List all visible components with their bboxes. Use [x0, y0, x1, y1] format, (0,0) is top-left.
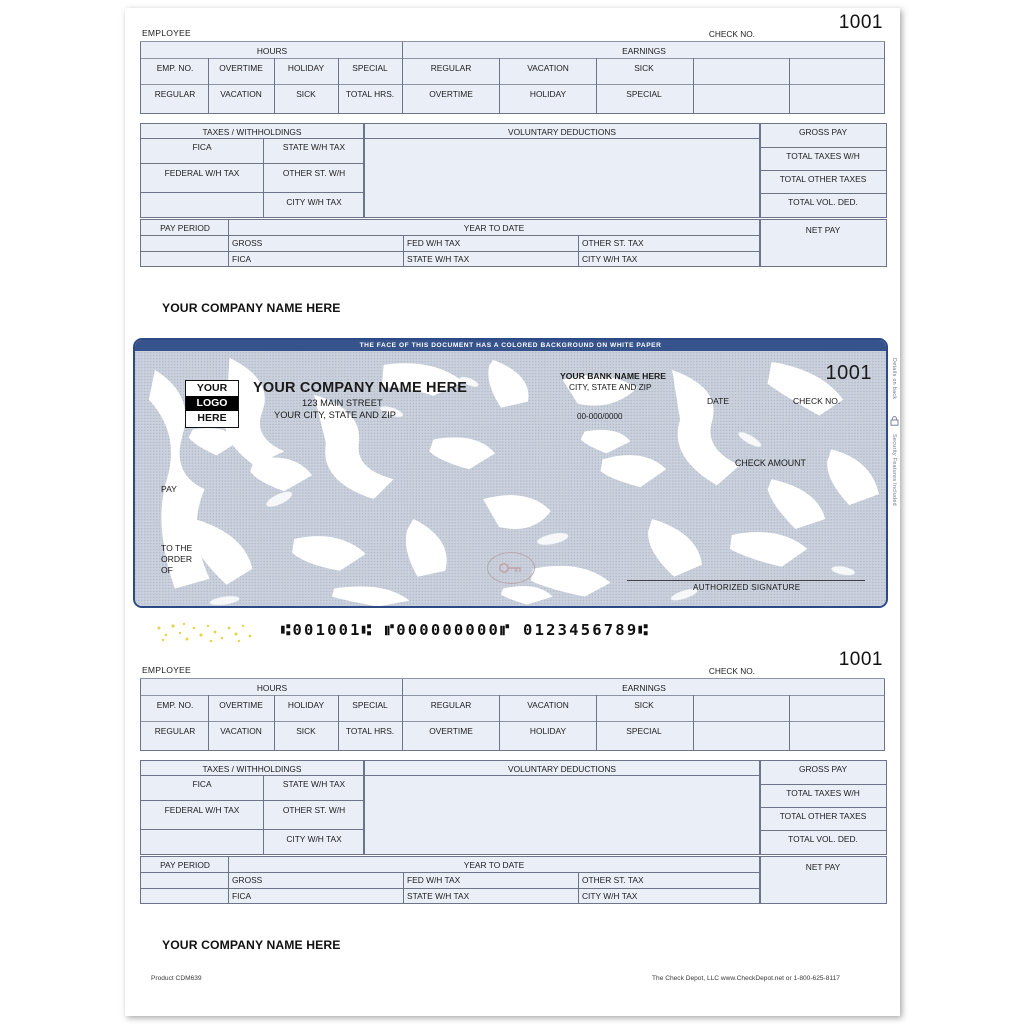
- grid-rule: [596, 695, 597, 750]
- grid-rule: [141, 251, 759, 252]
- voluntary-deductions-box: [364, 123, 760, 218]
- grid-rule: [141, 888, 759, 889]
- grid-rule: [761, 170, 886, 171]
- stub-employee-header: [140, 649, 885, 679]
- summary-label: TOTAL TAXES W/H: [786, 788, 860, 798]
- grid-rule: [263, 775, 264, 854]
- grid-rule: [141, 800, 263, 801]
- logo-placeholder: [185, 380, 239, 428]
- cell-label: SPECIAL: [626, 89, 662, 99]
- hours-earnings-grid: [140, 679, 885, 751]
- cell-label: FED W/H TAX: [407, 875, 461, 885]
- grid-rule: [403, 235, 404, 266]
- confetti-fibers-decoration: [151, 622, 261, 644]
- grid-rule: [499, 58, 500, 113]
- cell-label: FEDERAL W/H TAX: [164, 805, 240, 815]
- cell-label: STATE W/H TAX: [407, 891, 470, 901]
- grid-rule: [141, 58, 884, 59]
- cell-label: FED W/H TAX: [407, 238, 461, 248]
- stub-company-name: YOUR COMPANY NAME HERE: [162, 301, 341, 315]
- pay-period-label: PAY PERIOD: [160, 860, 210, 870]
- grid-rule: [761, 193, 886, 194]
- grid-rule: [403, 872, 404, 903]
- grid-rule: [141, 721, 884, 722]
- check-no-label: CHECK NO.: [793, 396, 841, 406]
- grid-rule: [228, 857, 229, 903]
- cell-label: SICK: [296, 726, 316, 736]
- grid-rule: [263, 163, 363, 164]
- product-code: Product CDM639: [151, 975, 202, 982]
- cell-label: EMP. NO.: [156, 700, 194, 710]
- check-number: 1001: [838, 12, 883, 33]
- grid-rule: [141, 192, 263, 193]
- cell-label: TOTAL HRS.: [345, 89, 395, 99]
- ytd-box: [140, 856, 760, 904]
- grid-rule: [693, 58, 694, 113]
- ytd-block: [140, 219, 885, 265]
- cell-label: OTHER ST. W/H: [282, 168, 346, 178]
- cell-label: REGULAR: [430, 63, 472, 73]
- grid-rule: [761, 784, 886, 785]
- grid-rule: [208, 58, 209, 113]
- check-number: 1001: [838, 649, 883, 670]
- logo-line-2: LOGO: [186, 396, 238, 411]
- grid-rule: [789, 695, 790, 750]
- signature-rule: [627, 580, 865, 581]
- employee-label: EMPLOYEE: [142, 665, 191, 675]
- grid-rule: [274, 695, 275, 750]
- grid-rule: [263, 138, 264, 217]
- cell-label: FICA: [192, 779, 212, 789]
- check-no-label: CHECK NO.: [708, 666, 755, 676]
- bottom-pay-stub: [140, 649, 885, 952]
- cell-label: SICK: [296, 89, 316, 99]
- grid-rule: [141, 138, 363, 139]
- grid-rule: [402, 42, 403, 113]
- grid-rule: [208, 695, 209, 750]
- cell-label: SPECIAL: [626, 726, 662, 736]
- taxes-header: TAXES / WITHHOLDINGS: [202, 127, 302, 137]
- security-seal-icon: [487, 552, 535, 584]
- grid-rule: [263, 800, 363, 801]
- grid-rule: [263, 829, 363, 830]
- cell-label: VACATION: [220, 726, 262, 736]
- cell-label: OVERTIME: [429, 89, 473, 99]
- ytd-block: [140, 856, 885, 902]
- cell-label: STATE W/H TAX: [282, 142, 346, 152]
- cell-label: VACATION: [527, 700, 569, 710]
- cell-label: FICA: [232, 891, 252, 901]
- grid-rule: [228, 220, 229, 266]
- cell-label: HOLIDAY: [529, 89, 567, 99]
- check-body: [133, 338, 888, 608]
- grid-rule: [338, 58, 339, 113]
- micr-line: ⑆001001⑆ ⑈000000000⑈ 0123456789⑆: [281, 621, 650, 639]
- taxes-deductions-block: [140, 123, 885, 216]
- cell-label: CITY W/H TAX: [582, 254, 638, 264]
- cell-label: GROSS: [232, 238, 263, 248]
- cell-label: REGULAR: [154, 89, 196, 99]
- hours-header: HOURS: [256, 683, 288, 693]
- grid-rule: [141, 872, 759, 873]
- grid-rule: [578, 872, 579, 903]
- cell-label: OVERTIME: [219, 63, 263, 73]
- logo-line-1: YOUR: [196, 382, 228, 394]
- ytd-label: YEAR TO DATE: [463, 223, 525, 233]
- cell-label: SPECIAL: [352, 700, 388, 710]
- cell-label: REGULAR: [430, 700, 472, 710]
- cell-label: REGULAR: [154, 726, 196, 736]
- check-face: [133, 338, 897, 608]
- key-glyph-icon: [488, 553, 534, 583]
- taxes-box: [140, 760, 364, 855]
- routing-fraction: 00-000/0000: [577, 412, 623, 421]
- cell-label: STATE W/H TAX: [407, 254, 470, 264]
- order-of-line-2: ORDER: [161, 554, 193, 564]
- cell-label: CITY W/H TAX: [286, 834, 342, 844]
- grid-rule: [141, 695, 884, 696]
- net-pay-box: [760, 856, 887, 904]
- net-pay-label: NET PAY: [805, 862, 841, 872]
- summary-label: TOTAL TAXES W/H: [786, 151, 860, 161]
- check-company-citystatezip: YOUR CITY, STATE AND ZIP: [274, 410, 396, 420]
- lock-icon: [890, 416, 899, 426]
- security-banner: THE FACE OF THIS DOCUMENT HAS A COLORED BACKGROUND ON WHITE PAPER: [135, 340, 886, 351]
- check-number: 1001: [825, 362, 872, 384]
- summary-box: [760, 760, 887, 855]
- cell-label: OTHER ST. W/H: [282, 805, 346, 815]
- grid-rule: [141, 84, 884, 85]
- grid-rule: [761, 807, 886, 808]
- voluntary-deductions-box: [364, 760, 760, 855]
- grid-rule: [402, 679, 403, 750]
- date-label: DATE: [707, 396, 730, 406]
- ytd-label: YEAR TO DATE: [463, 860, 525, 870]
- pay-period-label: PAY PERIOD: [160, 223, 210, 233]
- hours-header: HOURS: [256, 46, 288, 56]
- deductions-header: VOLUNTARY DEDUCTIONS: [508, 764, 616, 774]
- cell-label: HOLIDAY: [529, 726, 567, 736]
- cell-label: SICK: [634, 63, 654, 73]
- cell-label: CITY W/H TAX: [286, 197, 342, 207]
- grid-rule: [141, 235, 759, 236]
- check-amount-label: CHECK AMOUNT: [735, 458, 806, 468]
- earnings-header: EARNINGS: [622, 46, 666, 56]
- cell-label: OVERTIME: [429, 726, 473, 736]
- check-no-label: CHECK NO.: [708, 29, 755, 39]
- grid-rule: [596, 58, 597, 113]
- bank-name: YOUR BANK NAME HERE: [560, 371, 666, 381]
- cell-label: STATE W/H TAX: [282, 779, 346, 789]
- grid-rule: [761, 147, 886, 148]
- grid-rule: [338, 695, 339, 750]
- stub-company-name: YOUR COMPANY NAME HERE: [162, 938, 341, 952]
- details-on-back-side-label: Details on back: [891, 358, 897, 400]
- cell-label: SICK: [634, 700, 654, 710]
- grid-rule: [578, 235, 579, 266]
- employee-label: EMPLOYEE: [142, 28, 191, 38]
- vendor-info: The Check Depot, LLC www.CheckDepot.net or 1-800-625-8117: [652, 975, 840, 982]
- deductions-header: VOLUNTARY DEDUCTIONS: [508, 127, 616, 137]
- cell-label: VACATION: [220, 89, 262, 99]
- check-sheet: [125, 8, 900, 1016]
- grid-rule: [141, 775, 363, 776]
- check-company-street: 123 MAIN STREET: [302, 398, 383, 408]
- grid-rule: [141, 163, 263, 164]
- check-company-name: YOUR COMPANY NAME HERE: [253, 380, 468, 396]
- net-pay-box: [760, 219, 887, 267]
- cell-label: OTHER ST. TAX: [582, 875, 644, 885]
- bank-citystatezip: CITY, STATE AND ZIP: [569, 382, 652, 392]
- summary-label: GROSS PAY: [798, 127, 848, 137]
- grid-rule: [274, 58, 275, 113]
- cell-label: FEDERAL W/H TAX: [164, 168, 240, 178]
- pay-label: PAY: [161, 484, 177, 494]
- stub-employee-header: [140, 12, 885, 42]
- summary-label: TOTAL VOL. DED.: [788, 197, 858, 207]
- net-pay-label: NET PAY: [805, 225, 841, 235]
- top-pay-stub: [140, 12, 885, 315]
- cell-label: FICA: [232, 254, 252, 264]
- cell-label: VACATION: [527, 63, 569, 73]
- grid-rule: [761, 830, 886, 831]
- grid-rule: [499, 695, 500, 750]
- cell-label: OVERTIME: [219, 700, 263, 710]
- order-of-line-3: OF: [161, 565, 173, 575]
- hours-earnings-grid: [140, 42, 885, 114]
- authorized-signature-label: AUTHORIZED SIGNATURE: [693, 583, 801, 592]
- earnings-header: EARNINGS: [622, 683, 666, 693]
- ytd-box: [140, 219, 760, 267]
- security-features-side-label: Security Features Included: [891, 434, 897, 506]
- summary-label: TOTAL OTHER TAXES: [779, 811, 867, 821]
- cell-label: TOTAL HRS.: [345, 726, 395, 736]
- summary-label: TOTAL OTHER TAXES: [779, 174, 867, 184]
- taxes-deductions-block: [140, 760, 885, 853]
- cell-label: HOLIDAY: [287, 700, 325, 710]
- cell-label: CITY W/H TAX: [582, 891, 638, 901]
- cell-label: HOLIDAY: [287, 63, 325, 73]
- cell-label: FICA: [192, 142, 212, 152]
- cell-label: OTHER ST. TAX: [582, 238, 644, 248]
- summary-label: GROSS PAY: [798, 764, 848, 774]
- grid-rule: [693, 695, 694, 750]
- grid-rule: [365, 775, 759, 776]
- order-of-line-1: TO THE: [161, 543, 193, 553]
- summary-label: TOTAL VOL. DED.: [788, 834, 858, 844]
- cell-label: SPECIAL: [352, 63, 388, 73]
- grid-rule: [365, 138, 759, 139]
- grid-rule: [141, 829, 263, 830]
- logo-line-3: HERE: [197, 412, 227, 424]
- grid-rule: [789, 58, 790, 113]
- taxes-header: TAXES / WITHHOLDINGS: [202, 764, 302, 774]
- grid-rule: [263, 192, 363, 193]
- cell-label: GROSS: [232, 875, 263, 885]
- taxes-box: [140, 123, 364, 218]
- cell-label: EMP. NO.: [156, 63, 194, 73]
- micr-strip: [133, 616, 888, 652]
- summary-box: [760, 123, 887, 218]
